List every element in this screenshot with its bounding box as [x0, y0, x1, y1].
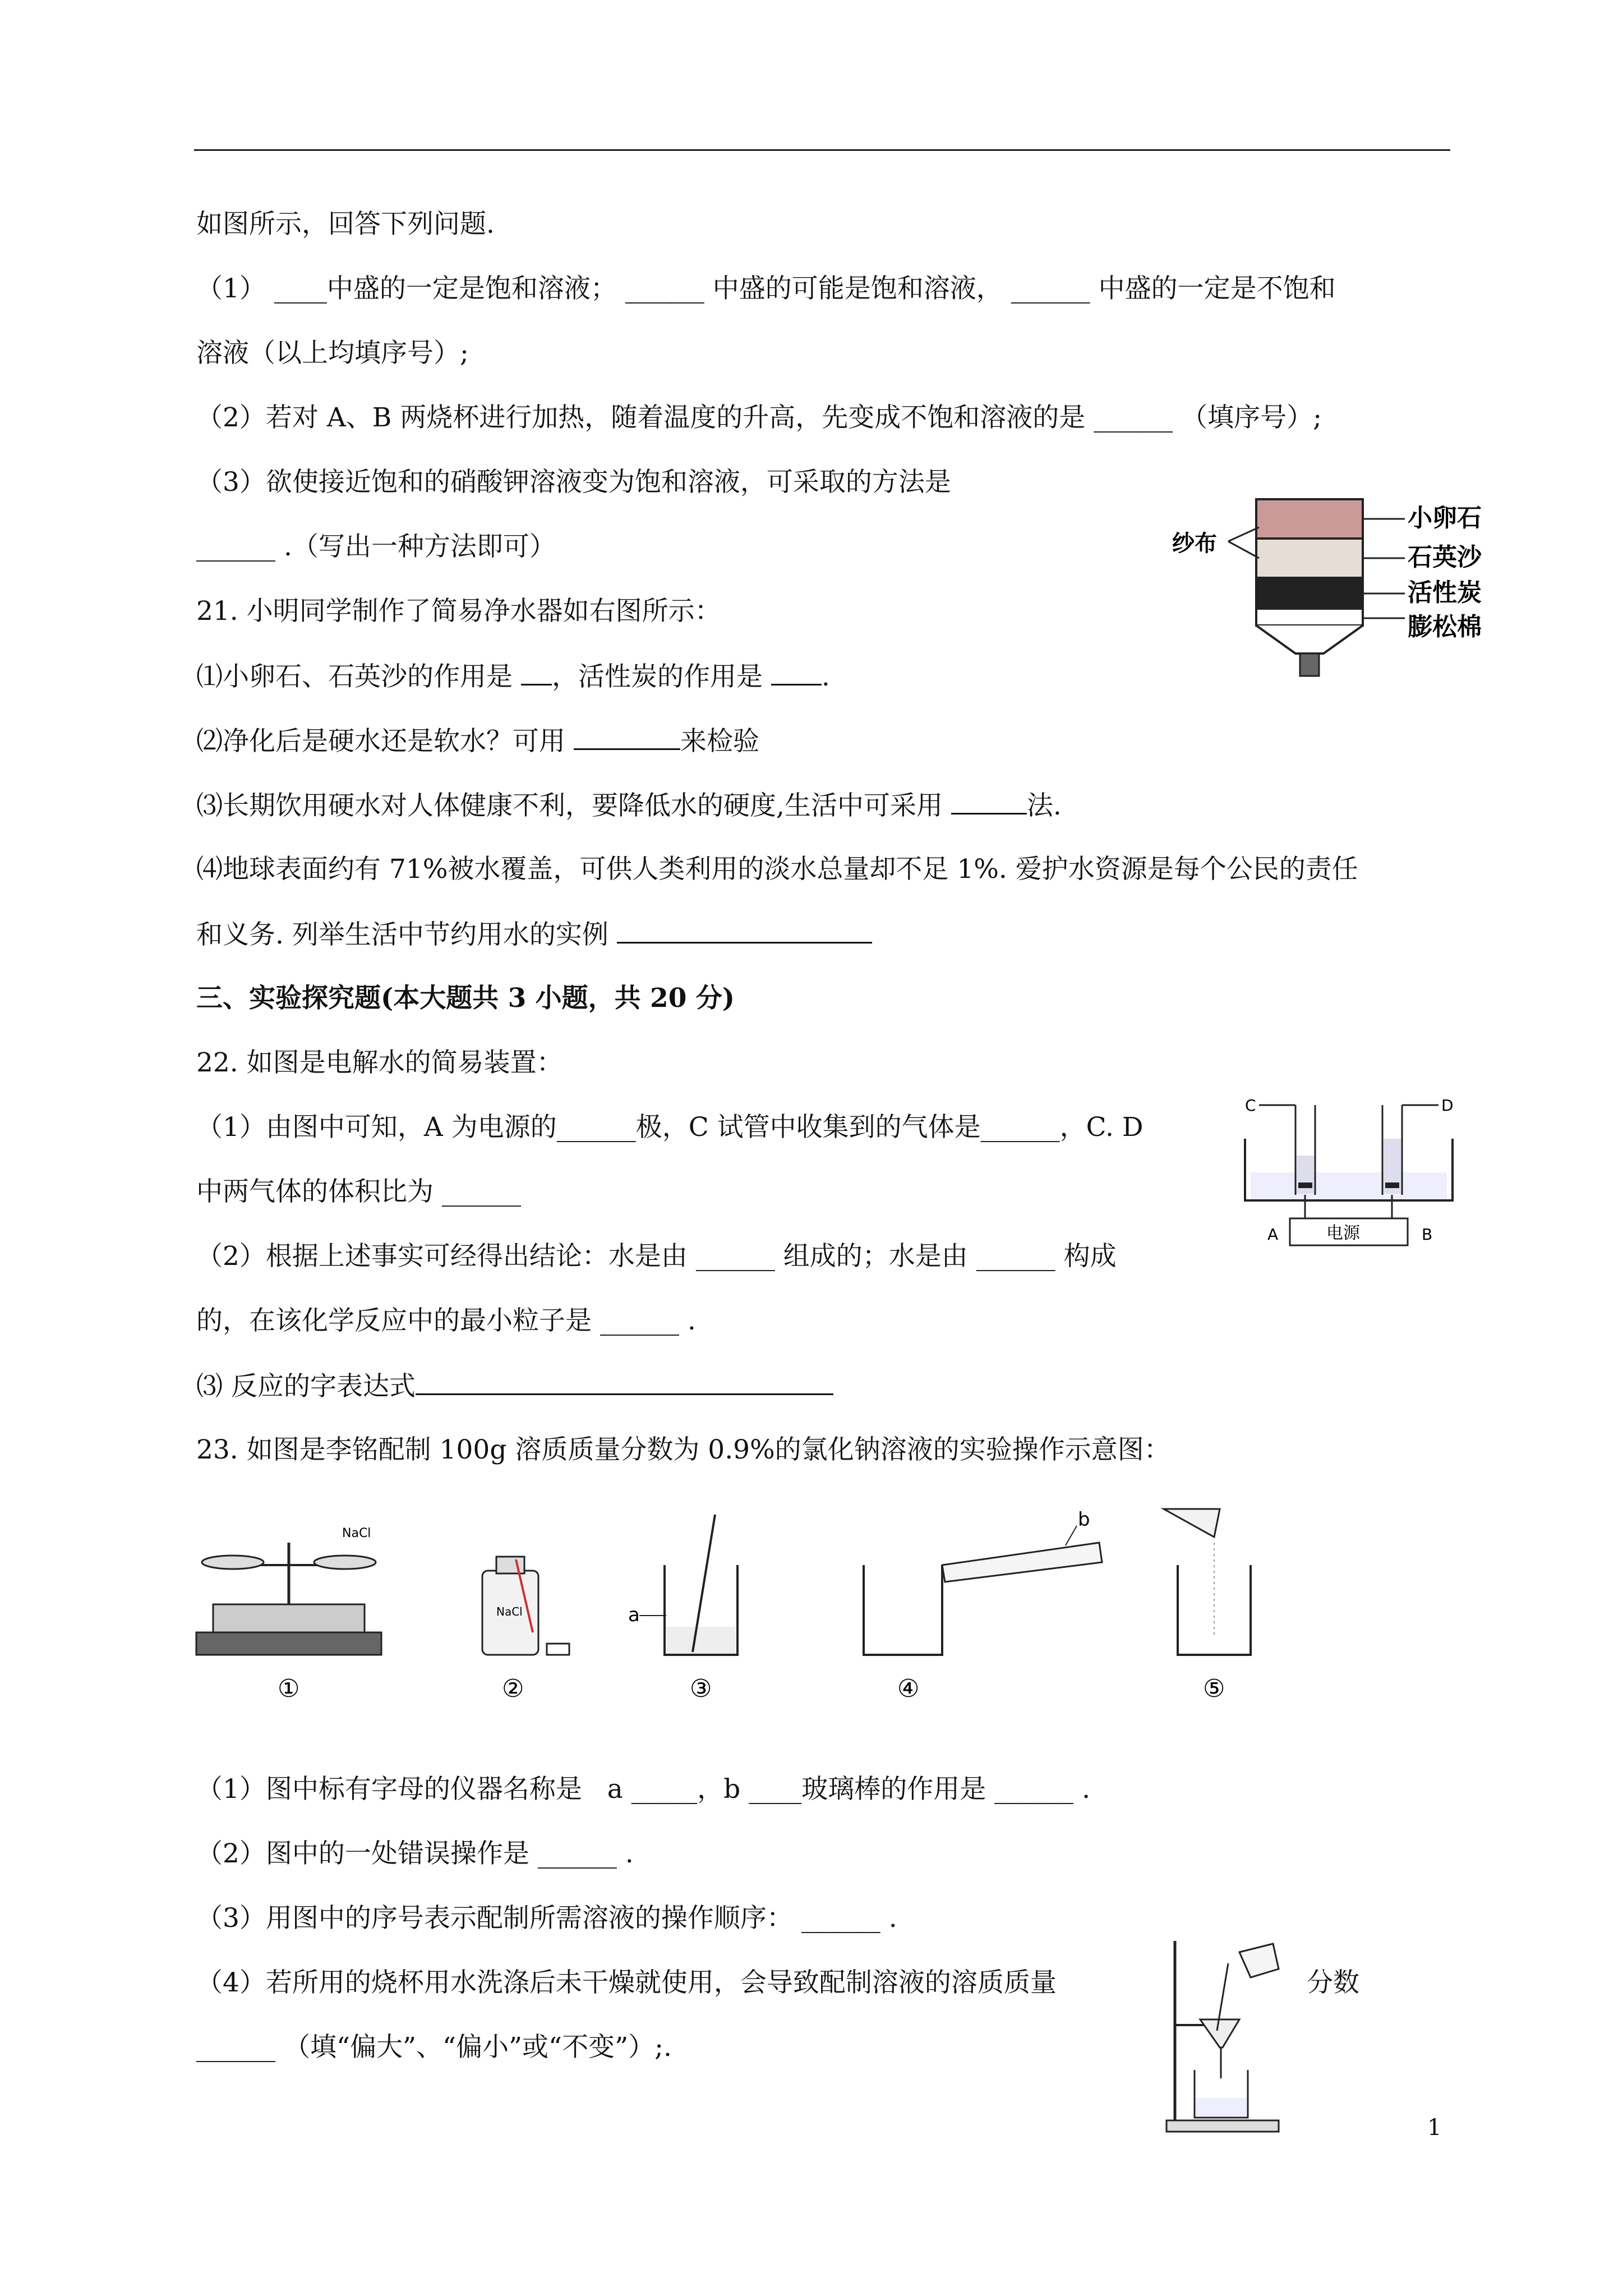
- step-number: ①: [278, 1674, 300, 1703]
- text-line: （2）根据上述事实可经得出结论：水是由 ______ 组成的；水是由 ______ 构成: [196, 1241, 1117, 1272]
- beaker-stirring-illustration: [628, 1515, 737, 1655]
- page-number: 1: [1427, 2115, 1442, 2141]
- text-line: 溶液（以上均填序号）;: [196, 338, 469, 369]
- nacl-label: NaCl: [342, 1526, 371, 1540]
- nacl-label: NaCl: [496, 1605, 523, 1618]
- pouring-illustration: [864, 1508, 1102, 1655]
- gauze-label: 纱布: [1172, 531, 1217, 556]
- step-number: ④: [897, 1674, 920, 1703]
- step-number: ③: [690, 1674, 712, 1703]
- balance-illustration: [196, 1526, 381, 1655]
- text-span: ，活性炭的作用是: [551, 661, 771, 692]
- text-span: 法.: [1026, 790, 1062, 821]
- water-purifier-figure: [1166, 488, 1482, 690]
- section-3-heading: 三、实验探究题(本大题共 3 小题，共 20 分): [196, 983, 735, 1014]
- text-line: （2）图中的一处错误操作是 ______ .: [196, 1838, 634, 1869]
- filtration-figure: [1155, 1930, 1290, 2137]
- text-line: [196, 788, 1062, 823]
- carbon-layer: [1256, 578, 1363, 609]
- text-line: 中两气体的体积比为 ______: [196, 1176, 521, 1207]
- letter-b: b: [1078, 1508, 1090, 1531]
- text-line: 如图所示，回答下列问题.: [196, 209, 495, 240]
- text-line: （3）欲使接近饱和的硝酸钾溶液变为饱和溶液，可采取的方法是: [196, 467, 951, 498]
- text-span: ⑵净化后是硬水还是软水？可用: [196, 726, 574, 757]
- header-rule: [194, 149, 1450, 151]
- text-line: [196, 659, 830, 694]
- question-21: 21. 小明同学制作了简易净水器如右图所示：: [196, 596, 721, 627]
- filter-label: 石英沙: [1408, 543, 1482, 572]
- text-span: .: [821, 661, 830, 692]
- text-span: ⑴小卵石、石英沙的作用是: [196, 661, 521, 692]
- text-span: ⑶长期饮用硬水对人体健康不利，要降低水的硬度,生活中可采用: [196, 790, 951, 821]
- text-line: 分数: [1307, 1967, 1359, 1998]
- text-span: ⑶ 反应的字表达式: [196, 1371, 416, 1402]
- text-line: [196, 1369, 833, 1404]
- text-span: 来检验: [680, 726, 759, 757]
- label-a: A: [1267, 1225, 1279, 1244]
- question-22: 22. 如图是电解水的简易装置：: [196, 1047, 563, 1078]
- text-line: [196, 724, 759, 758]
- answer-blank[interactable]: [617, 917, 872, 944]
- step-number: ⑤: [1203, 1674, 1225, 1703]
- sand-layer: [1256, 539, 1363, 578]
- letter-a: a: [628, 1604, 640, 1626]
- cotton-layer: [1256, 609, 1363, 625]
- label-b: B: [1422, 1225, 1433, 1244]
- text-line: 的，在该化学反应中的最小粒子是 ______ .: [196, 1305, 696, 1336]
- text-line: （2）若对 A、B 两烧杯进行加热，随着温度的升高，先变成不饱和溶液的是 ______ （填序号）;: [196, 402, 1322, 433]
- text-line: （1）由图中可知，A 为电源的______极，C 试管中收集到的气体是______，C. D: [196, 1112, 1144, 1143]
- reagent-bottle-illustration: [482, 1557, 569, 1655]
- text-line: （1） ____中盛的一定是饱和溶液； ______ 中盛的可能是饱和溶液， ______ 中盛的一定是不饱和: [196, 273, 1336, 304]
- text-line: （1）图中标有字母的仪器名称是 a _____，b ____玻璃棒的作用是 ______ .: [196, 1774, 1091, 1805]
- pebble-layer: [1256, 499, 1363, 539]
- operation-steps-figure: [191, 1503, 1301, 1705]
- step-number: ②: [502, 1674, 524, 1703]
- answer-blank[interactable]: [951, 788, 1027, 815]
- answer-blank[interactable]: [416, 1369, 833, 1395]
- text-line: ⑷地球表面约有 71%被水覆盖，可供人类利用的淡水总量却不足 1%. 爱护水资源是每个公民的责任: [196, 854, 1358, 885]
- electrolysis-figure: [1234, 1088, 1464, 1251]
- text-line: ______ （填“偏大”、“偏小”或“不变”）;.: [196, 2032, 672, 2063]
- question-23: 23. 如图是李铭配制 100g 溶质质量分数为 0.9%的氯化钠溶液的实验操作示意图：: [196, 1434, 1170, 1465]
- text-line: [196, 917, 872, 952]
- text-line: （3）用图中的序号表示配制所需溶液的操作顺序： ______ .: [196, 1903, 897, 1934]
- text-line: （4）若所用的烧杯用水洗涤后未干燥就使用，会导致配制溶液的溶质质量: [196, 1967, 1057, 1998]
- label-d: D: [1441, 1096, 1454, 1115]
- answer-blank[interactable]: [521, 659, 552, 685]
- power-label: 电源: [1326, 1223, 1360, 1243]
- answer-blank[interactable]: [771, 659, 822, 685]
- filter-label: 活性炭: [1408, 578, 1482, 607]
- filter-label: 小卵石: [1408, 504, 1482, 532]
- text-line: ______ .（写出一种方法即可）: [196, 531, 556, 562]
- adding-solid-illustration: [1164, 1509, 1251, 1655]
- answer-blank[interactable]: [574, 724, 680, 750]
- text-span: 和义务. 列举生活中节约用水的实例: [196, 919, 617, 950]
- label-c: C: [1245, 1096, 1256, 1115]
- filter-label: 膨松棉: [1408, 613, 1482, 641]
